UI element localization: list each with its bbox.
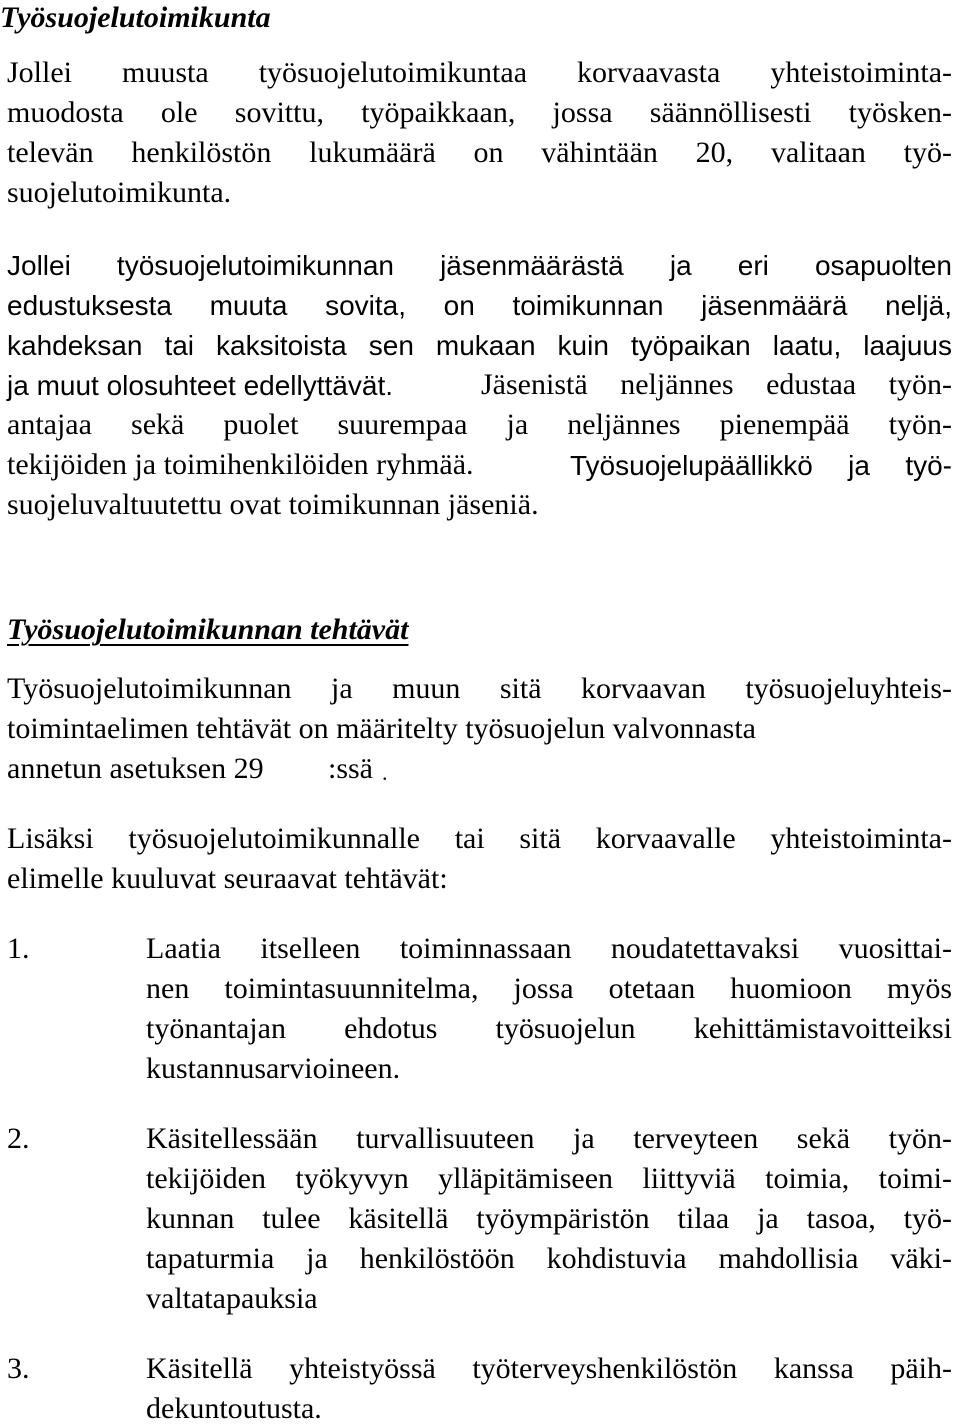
list-item-line: dekuntoutusta.: [146, 1392, 322, 1425]
section-heading-tyosuojelutoimikunta: Työsuojelutoimikunta: [0, 1, 271, 34]
paragraph-line: suojeluvaltuutettu ovat toimikunnan jäseniä.: [7, 488, 539, 521]
paragraph-line: muodosta ole sovittu, työpaikkaan, jossa säännöllisesti työsken-: [7, 96, 952, 129]
paragraph-line: kahdeksan tai kaksitoista sen mukaan kuin työpaikan laatu, laajuus: [7, 330, 952, 361]
paragraph-line: Työsuojelupäällikkö ja työ-: [570, 450, 952, 481]
paragraph-line: tekijöiden ja toimihenkilöiden ryhmää.: [7, 448, 474, 481]
list-item-line: Käsitellä yhteistyössä työterveyshenkilöstön kanssa päih-: [146, 1352, 952, 1385]
list-item-number: 1.: [7, 932, 30, 965]
paragraph-line: ja muut olosuhteet edellyttävät.: [7, 370, 394, 401]
paragraph-line: antajaa sekä puolet suurempaa ja neljännes pienempää työn-: [7, 408, 952, 441]
paragraph-line: Jäsenistä neljännes edustaa työn-: [481, 368, 952, 401]
list-item-number: 2.: [7, 1122, 30, 1155]
list-item-line: työnantajan ehdotus työsuojelun kehittämistavoitteiksi: [146, 1012, 952, 1045]
list-item-line: Laatia itselleen toiminnassaan noudatettavaksi vuosittai-: [146, 932, 952, 965]
paragraph-line: Jollei muusta työsuojelutoimikuntaa korvaavasta yhteistoiminta-: [7, 56, 952, 89]
paragraph-line: televän henkilöstön lukumäärä on vähintään 20, valitaan työ-: [7, 136, 952, 169]
paragraph-line: Jollei työsuojelutoimikunnan jäsenmäärästä ja eri osapuolten: [7, 250, 952, 281]
paragraph-line: annetun asetuksen 29: [7, 752, 264, 785]
paragraph-line: :ssä: [328, 752, 373, 785]
paragraph-line: elimelle kuuluvat seuraavat tehtävät:: [7, 862, 448, 895]
list-item-line: tekijöiden työkyvyn ylläpitämiseen liittyviä toimia, toimi-: [146, 1162, 952, 1195]
list-item-line: Käsitellessään turvallisuuteen ja terveyteen sekä työn-: [146, 1122, 952, 1155]
paragraph-line: Työsuojelutoimikunnan ja muun sitä korvaavan työsuojeluyhteis-: [7, 672, 952, 705]
section-heading-tehtavat: Työsuojelutoimikunnan tehtävät: [7, 613, 409, 646]
paragraph-line: edustuksesta muuta sovita, on toimikunnan jäsenmäärä neljä,: [7, 290, 952, 321]
list-item-line: nen toimintasuunnitelma, jossa otetaan huomioon myös: [146, 972, 952, 1005]
list-item-line: valtatapauksia: [146, 1282, 318, 1315]
list-item-number: 3.: [7, 1352, 30, 1385]
paragraph-line: Lisäksi työsuojelutoimikunnalle tai sitä korvaavalle yhteistoiminta-: [7, 822, 952, 855]
paragraph-line: suojelutoimikunta.: [7, 176, 232, 209]
paragraph-line: toimintaelimen tehtävät on määritelty työsuojelun valvonnasta: [7, 712, 756, 745]
list-item-line: kunnan tulee käsitellä työympäristön tilaa ja tasoa, työ-: [146, 1202, 952, 1235]
paragraph-line: .: [382, 760, 388, 785]
list-item-line: kustannusarvioineen.: [146, 1052, 401, 1085]
list-item-line: tapaturmia ja henkilöstöön kohdistuvia mahdollisia väki-: [146, 1242, 952, 1275]
